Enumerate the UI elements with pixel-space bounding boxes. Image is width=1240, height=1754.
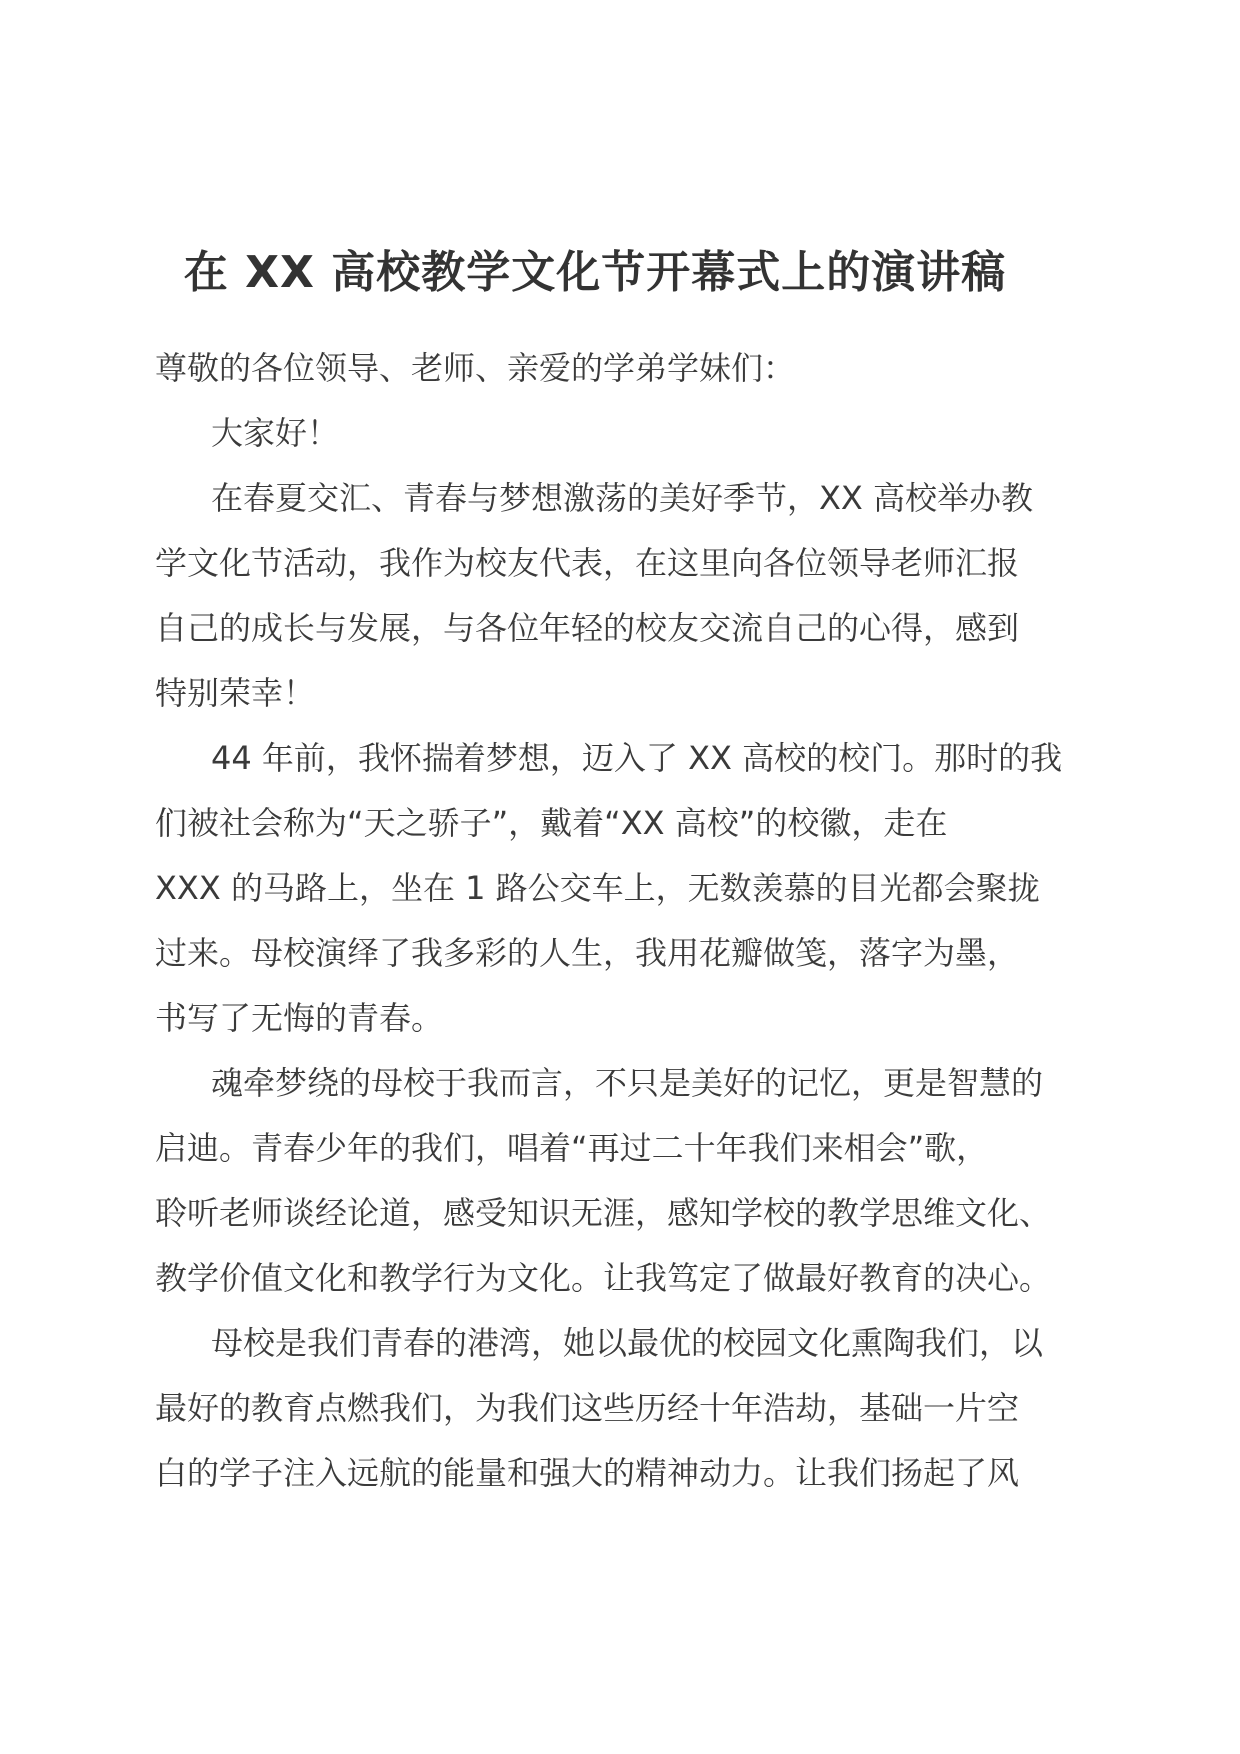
paragraph-line: 教学价值文化和教学行为文化。让我笃定了做最好教育的决心。	[155, 1259, 1052, 1297]
paragraph-line: 过来。母校演绎了我多彩的人生，我用花瓣做笺，落字为墨，	[155, 934, 1020, 972]
paragraph-line: 白的学子注入远航的能量和强大的精神动力。让我们扬起了风	[155, 1454, 1020, 1492]
paragraph-line: 44 年前，我怀揣着梦想，迈入了 XX 高校的校门。那时的我	[211, 739, 1063, 777]
salutation	[155, 336, 1095, 401]
paragraph-line: 大家好！	[211, 414, 340, 452]
document-title: 在 XX 高校教学文化节开幕式上的演讲稿	[183, 247, 1007, 298]
paragraph-line: XXX 的马路上，坐在 1 路公交车上，无数羡慕的目光都会聚拢	[155, 869, 1040, 907]
paragraph-wisdom	[155, 1051, 1095, 1311]
paragraph-intro	[155, 466, 1095, 726]
paragraph-line: 启迪。青春少年的我们，唱着“再过二十年我们来相会”歌，	[155, 1129, 989, 1167]
paragraph-memory	[155, 726, 1095, 1051]
paragraph-line: 聆听老师谈经论道，感受知识无涯，感知学校的教学思维文化、	[155, 1194, 1052, 1232]
paragraph-line: 书写了无悔的青春。	[155, 999, 444, 1037]
paragraph-greeting	[155, 401, 1095, 466]
document-body	[155, 336, 1095, 1506]
paragraph-line: 母校是我们青春的港湾，她以最优的校园文化熏陶我们，以	[211, 1324, 1044, 1362]
salutation-line: 尊敬的各位领导、老师、亲爱的学弟学妹们：	[155, 349, 796, 387]
paragraph-harbor	[155, 1311, 1095, 1506]
paragraph-line: 特别荣幸！	[155, 674, 316, 712]
paragraph-line: 自己的成长与发展，与各位年轻的校友交流自己的心得，感到	[155, 609, 1020, 647]
paragraph-line: 魂牵梦绕的母校于我而言，不只是美好的记忆，更是智慧的	[211, 1064, 1044, 1102]
paragraph-line: 最好的教育点燃我们，为我们这些历经十年浩劫，基础一片空	[155, 1389, 1020, 1427]
paragraph-line: 们被社会称为“天之骄子”，戴着“XX 高校”的校徽，走在	[155, 804, 948, 842]
paragraph-line: 学文化节活动，我作为校友代表，在这里向各位领导老师汇报	[155, 544, 1020, 582]
paragraph-line: 在春夏交汇、青春与梦想激荡的美好季节，XX 高校举办教	[211, 479, 1034, 517]
